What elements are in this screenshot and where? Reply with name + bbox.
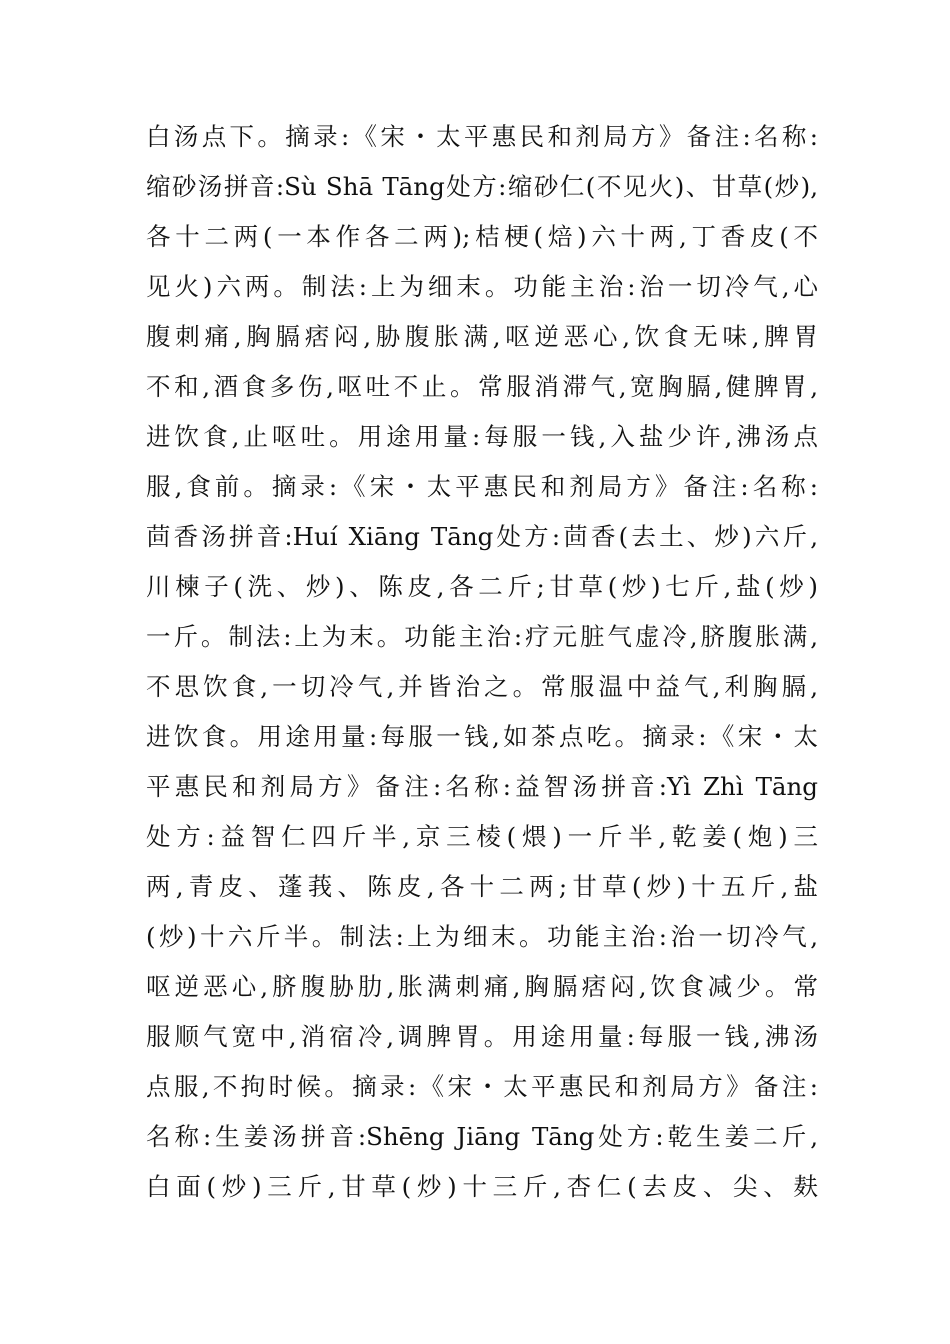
text-line: 白面(炒)三斤,甘草(炒)十三斤,杏仁(去皮、尖、麸 (146, 1172, 818, 1201)
text-line: 进饮食。用途用量:每服一钱,如茶点吃。摘录:《宋・太 (146, 722, 818, 751)
text-line: 呕逆恶心,脐腹胁肋,胀满刺痛,胸膈痞闷,饮食减少。常 (146, 972, 818, 1001)
text-line: 点服,不拘时候。摘录:《宋・太平惠民和剂局方》备注: (146, 1072, 818, 1101)
text-line: 见火)六两。制法:上为细末。功能主治:治一切冷气,心 (146, 272, 818, 301)
text-line: 川楝子(洗、炒)、陈皮,各二斤;甘草(炒)七斤,盐(炒) (146, 572, 818, 601)
text-line: 各十二两(一本作各二两);桔梗(焙)六十两,丁香皮(不 (146, 222, 818, 251)
text-line: 服,食前。摘录:《宋・太平惠民和剂局方》备注:名称: (146, 472, 818, 501)
text-line: 不和,酒食多伤,呕吐不止。常服消滞气,宽胸膈,健脾胃, (146, 372, 818, 401)
text-line: 不思饮食,一切冷气,并皆治之。常服温中益气,利胸膈, (146, 672, 818, 701)
text-line: 缩砂汤拼音:Sù Shā Tāng处方:缩砂仁(不见火)、甘草(炒), (146, 172, 818, 201)
text-line: 服顺气宽中,消宿冷,调脾胃。用途用量:每服一钱,沸汤 (146, 1022, 818, 1051)
text-line: 白汤点下。摘录:《宋・太平惠民和剂局方》备注:名称: (146, 122, 818, 151)
text-line: 进饮食,止呕吐。用途用量:每服一钱,入盐少许,沸汤点 (146, 422, 818, 451)
text-line: 腹刺痛,胸膈痞闷,胁腹胀满,呕逆恶心,饮食无味,脾胃 (146, 322, 818, 351)
text-line: 一斤。制法:上为末。功能主治:疗元脏气虚冷,脐腹胀满, (146, 622, 818, 651)
text-line: 茴香汤拼音:Huí Xiāng Tāng处方:茴香(去土、炒)六斤, (146, 522, 818, 551)
text-line: 两,青皮、蓬莪、陈皮,各十二两;甘草(炒)十五斤,盐 (146, 872, 818, 901)
text-line: 处方:益智仁四斤半,京三棱(煨)一斤半,乾姜(炮)三 (146, 822, 818, 851)
text-line: 平惠民和剂局方》备注:名称:益智汤拼音:Yì Zhì Tāng (146, 772, 818, 801)
body-text (146, 112, 818, 1212)
text-line: (炒)十六斤半。制法:上为细末。功能主治:治一切冷气, (146, 922, 818, 951)
text-line: 名称:生姜汤拼音:Shēng Jiāng Tāng处方:乾生姜二斤, (146, 1122, 818, 1151)
